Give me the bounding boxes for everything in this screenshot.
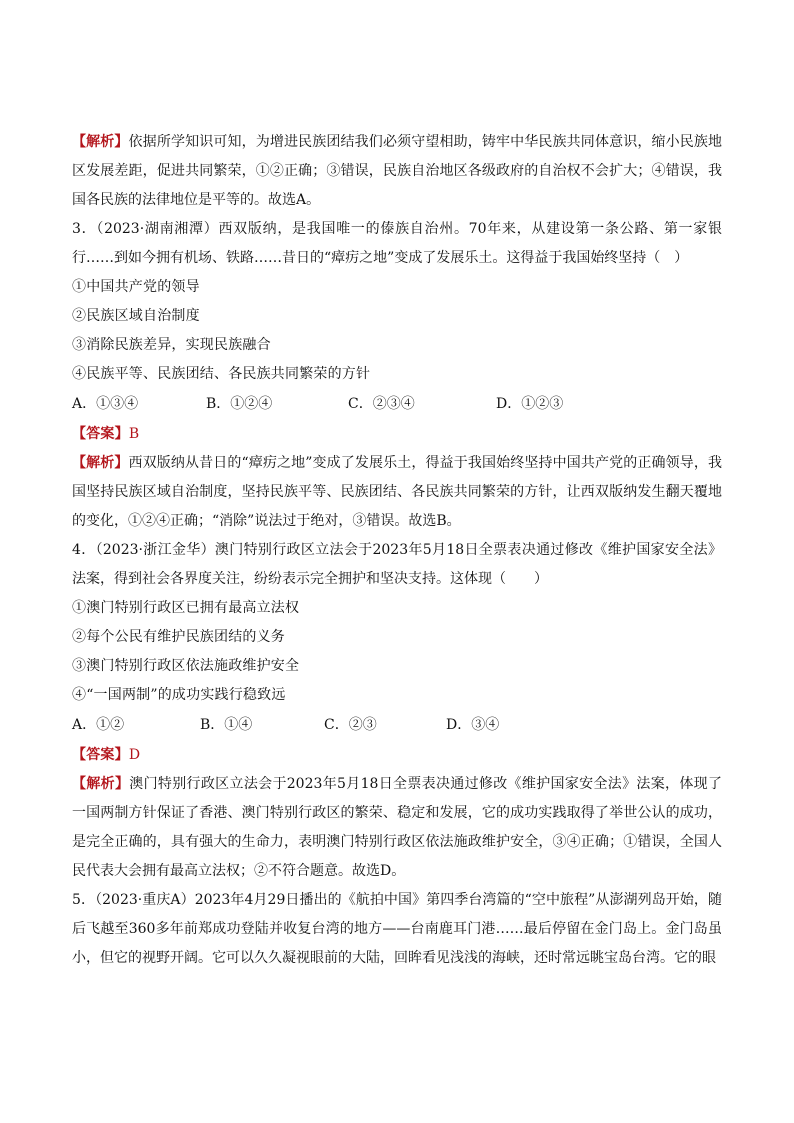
question-source: （2023·重庆A） [95,892,195,908]
analysis-text: 澳门特别行政区立法会于2023年5月18日全票表决通过修改《维护国家安全法》法案，体现了一国两制方针保证了香港、澳门特别行政区的繁荣、稳定和发展，它的成功实践取得了举世公认的成功，是完全正确的，具有强大的生命力，表明澳门特别行政区依法施政维护安全，③④正确；①错误，全国人民代表大会拥有最高立法权；②不符合题意。故选D。 [72,776,723,879]
analysis-text: 西双版纳从昔日的“瘴疠之地”变成了发展乐土，得益于我国始终坚持中国共产党的正确领导，我国坚持民族区域自治制度，坚持民族平等、民族团结、各民族共同繁荣的方针，让西双版纳发生翻天覆地的变化，①②④正确；“消除”说法过于绝对，③错误。故选B。 [72,455,723,529]
answer-value: D [128,747,141,763]
q4-options [72,710,722,741]
question-source: （2023·浙江金华） [95,542,215,558]
q4-option-a: A．①② [72,717,125,733]
q4-item-3: ③澳门特别行政区依法施政维护安全 [72,658,300,674]
q4-item-1: ①澳门特别行政区已拥有最高立法权 [72,600,300,616]
q3-item-2: ②民族区域自治制度 [72,308,200,324]
q3-item-3: ③消除民族差异，实现民族融合 [72,337,271,353]
q3-answer [72,420,722,449]
question-source: （2023·湖南湘潭） [96,221,219,237]
q4-analysis [72,770,722,886]
q3-options [72,389,722,420]
q3-item-1: ①中国共产党的领导 [72,279,200,295]
q3-option-b: B．①②④ [206,396,273,412]
q3-item-4: ④民族平等、民族团结、各民族共同繁荣的方针 [72,366,371,382]
q4-item-2: ②每个公民有维护民族团结的义务 [72,629,285,645]
answer-tag: 【答案】 [72,426,129,442]
q3-option-a: A．①③④ [72,396,139,412]
q4-option-d: D．③④ [446,717,500,733]
answer-tag: 【答案】 [72,747,129,763]
question-number: 4． [72,542,96,558]
question-5-stem [72,886,722,973]
q4-option-b: B．①④ [200,717,253,733]
question-number: 3． [72,221,97,237]
question-3-stem [72,215,722,273]
analysis-text: 依据所学知识可知，为增进民族团结我们必须守望相助，铸牢中华民族共同体意识，缩小民族地区发展差距，促进共同繁荣，①②正确；③错误，民族自治地区各级政府的自治权不会扩大；④错误，我国各民族的法律地位是平等的。故选A。 [72,134,723,208]
analysis-block-q2 [72,128,722,215]
q3-option-d: D．①②③ [496,396,564,412]
q4-option-c: C．②③ [324,717,377,733]
analysis-tag: 【解析】 [72,776,130,792]
analysis-tag: 【解析】 [72,134,129,150]
q4-answer [72,741,722,770]
question-4-stem [72,536,722,594]
document-page [72,128,722,973]
q3-analysis [72,449,722,536]
question-text: 西双版纳，是我国唯一的傣族自治州。70年来，从建设第一条公路、第一家银行……到如今拥有机场、铁路……昔日的“瘴疠之地”变成了发展乐土。这得益于我国始终坚持（ ） [72,221,722,266]
q4-item-4: ④“一国两制”的成功实践行稳致远 [72,687,286,703]
analysis-tag: 【解析】 [72,455,129,471]
question-text: 澳门特别行政区立法会于2023年5月18日全票表决通过修改《维护国家安全法》法案，得到社会各界度关注，纷纷表示完全拥护和坚决支持。这体现（ ） [72,542,722,587]
question-number: 5． [72,892,96,908]
q3-option-c: C．②③④ [348,396,415,412]
answer-value: B [128,426,140,442]
question-text: 2023年4月29日播出的《航拍中国》第四季台湾篇的“空中旅程”从澎湖列岛开始，随后飞越至360多年前郑成功登陆并收复台湾的地方——台南鹿耳门港……最后停留在金门岛上。金门岛虽小，但它的视野开阔。它可以久久凝视眼前的大陆，回眸看见浅浅的海峡，还时常远眺宝岛台湾。它的眼 [72,892,722,966]
